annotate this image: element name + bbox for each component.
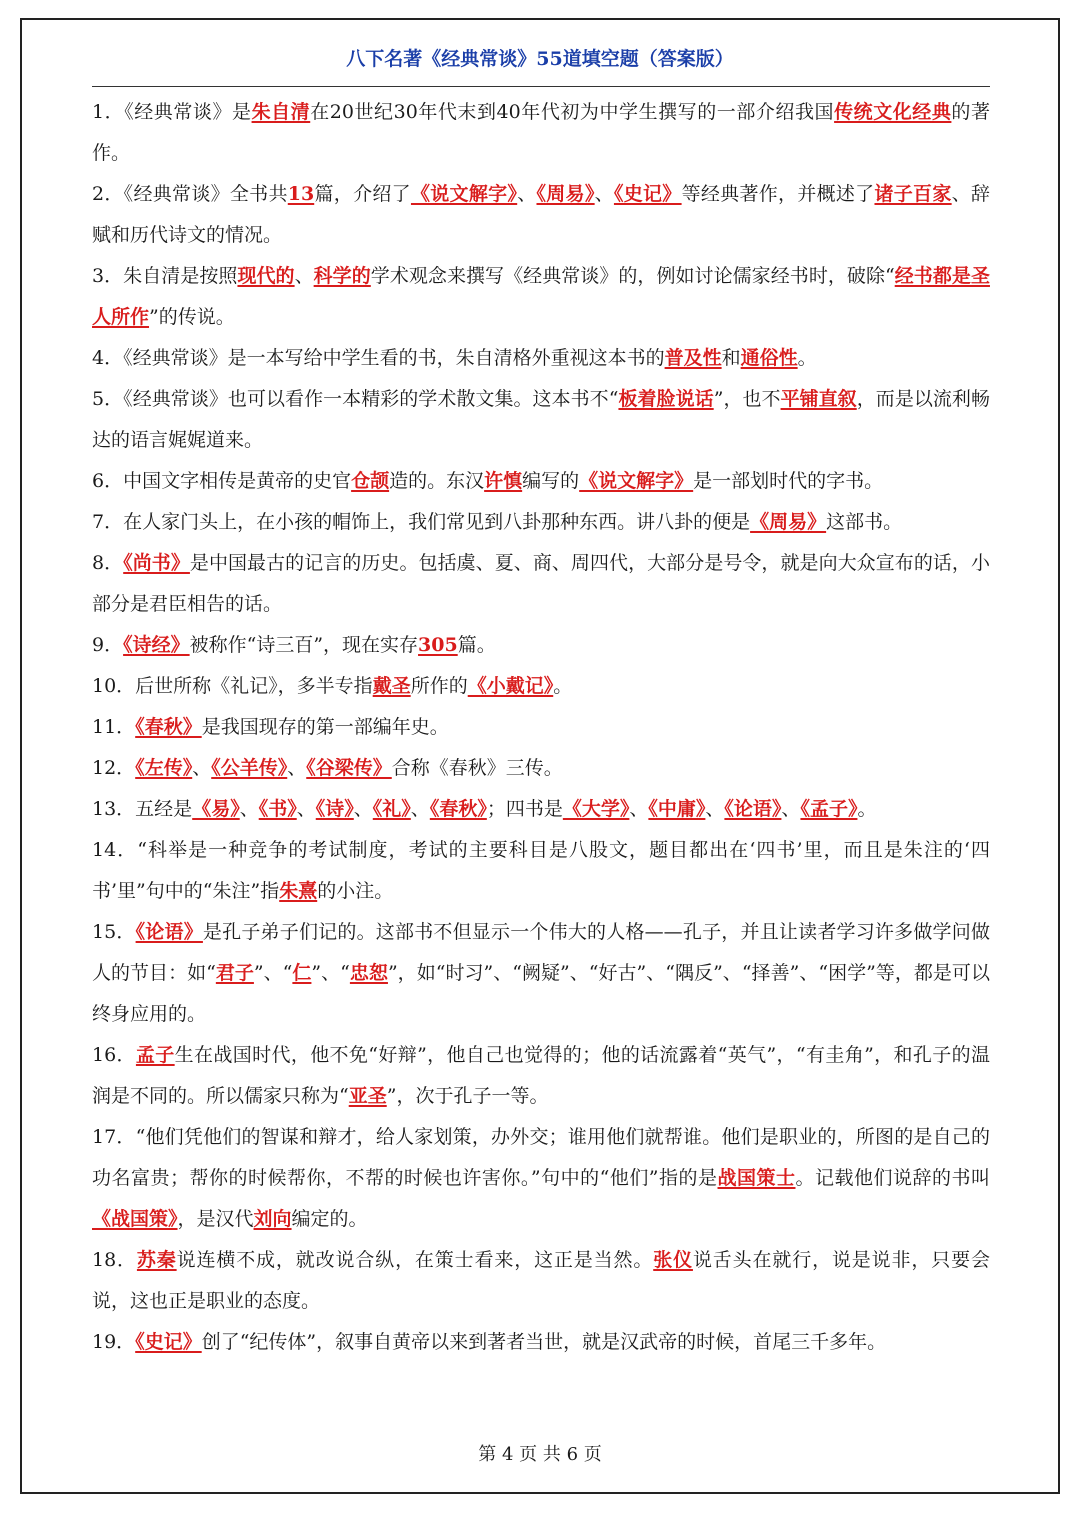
answer-text: 战国策士: [717, 1167, 796, 1189]
question-text: 12．: [92, 757, 136, 779]
title-divider: [92, 86, 990, 87]
question-text: 的小注。: [317, 880, 394, 902]
answer-text: 通俗性: [740, 347, 798, 369]
question-text: 1．《经典常谈》是: [92, 101, 252, 123]
answer-text: 经书都是圣人所作: [92, 265, 990, 328]
answer-text: 13: [287, 183, 315, 205]
answer-text: 《论语》: [724, 798, 782, 820]
answer-text: 张仪: [653, 1249, 693, 1271]
answer-text: 《周易》: [536, 183, 595, 205]
question-text: 、: [239, 798, 259, 820]
question-item: [92, 543, 990, 625]
question-text: 11．: [92, 716, 136, 738]
answer-text: 《礼》: [372, 798, 411, 820]
answer-text: 忠恕: [349, 962, 388, 984]
question-item: [92, 1035, 990, 1117]
question-text: ，是汉代: [177, 1208, 254, 1230]
question-text: 、: [287, 757, 307, 779]
question-text: 19．: [92, 1331, 136, 1353]
question-text: 18．: [92, 1249, 137, 1271]
question-text: ”，如“时习”、“阙疑”、“好古”、“隅反”、“择善”、“困学”等，都是可以终身应用的。: [92, 962, 990, 1025]
question-text: 所作的: [410, 675, 468, 697]
question-text: 这部书。: [826, 511, 903, 533]
question-text: ，而是以流利畅达的语言娓娓道来。: [92, 388, 990, 451]
question-text: 、: [294, 265, 314, 287]
question-item: [92, 666, 990, 707]
question-text: 篇，介绍了: [314, 183, 411, 205]
question-text: ”的传说。: [149, 306, 235, 328]
answer-text: 《说文解字》: [410, 183, 518, 205]
question-text: 6．中国文字相传是黄帝的史官: [92, 470, 352, 492]
answer-text: 现代的: [237, 265, 295, 287]
question-item: [92, 1117, 990, 1240]
question-text: 8．: [92, 552, 124, 574]
question-item: [92, 174, 990, 256]
question-text: 被称作“诗三百”，现在实存: [189, 634, 419, 656]
question-item: [92, 1322, 990, 1363]
question-item: [92, 748, 990, 789]
page-footer: 第 4 页 共 6 页: [478, 1444, 602, 1465]
question-item: [92, 707, 990, 748]
question-text: 。: [797, 347, 817, 369]
answer-text: 苏秦: [136, 1249, 177, 1271]
question-text: 14．“科举是一种竞争的考试制度，考试的主要科目是八股文，题目都出在‘四书’里，而且是朱注的‘四书’里”句中的“朱注”指: [92, 839, 990, 902]
question-item: [92, 338, 990, 379]
answer-text: 《公羊传》: [211, 757, 288, 779]
question-text: 、: [192, 757, 212, 779]
question-text: 学术观念来撰写《经典常谈》的，例如讨论儒家经书时，破除“: [370, 265, 895, 287]
question-text: 3．朱自清是按照: [92, 265, 238, 287]
question-item: [92, 830, 990, 912]
answer-text: 《小戴记》: [467, 675, 554, 697]
question-text: ”，次于孔子一等。: [386, 1085, 549, 1107]
answer-text: 普及性: [664, 347, 722, 369]
answer-text: 《周易》: [750, 511, 827, 533]
question-text: 合称《春秋》三传。: [391, 757, 563, 779]
question-text: 16．: [92, 1044, 136, 1066]
question-text: 2．《经典常谈》全书共: [92, 183, 288, 205]
answer-text: 平铺直叙: [780, 388, 857, 410]
question-text: ”，也不: [713, 388, 781, 410]
question-item: [92, 379, 990, 461]
answer-text: 许慎: [484, 470, 523, 492]
answer-text: 亚圣: [348, 1085, 387, 1107]
answer-text: 《大学》: [562, 798, 630, 820]
page-title: 八下名著《经典常谈》55道填空题（答案版）: [346, 48, 734, 70]
answer-text: 《谷梁传》: [306, 757, 392, 779]
question-text: 说舌头在就行，说是说非，只要会说，这也正是职业的态度。: [92, 1249, 990, 1312]
answer-text: 《书》: [258, 798, 297, 820]
answer-text: 戴圣: [372, 675, 411, 697]
answer-text: 刘向: [253, 1208, 292, 1230]
question-text: 、: [629, 798, 649, 820]
question-text: 5．《经典常谈》也可以看作一本精彩的学术散文集。这本书不“: [92, 388, 619, 410]
question-item: [92, 912, 990, 1035]
question-text: 、: [705, 798, 725, 820]
question-text: 和: [721, 347, 741, 369]
question-text: 、: [781, 798, 801, 820]
question-text: 、辞赋和历代诗文的情况。: [92, 183, 990, 246]
question-item: [92, 256, 990, 338]
answer-text: 传统文化经典: [834, 101, 952, 123]
answer-text: 君子: [215, 962, 254, 984]
question-text: 7．在人家门头上，在小孩的帽饰上，我们常见到八卦那种东西。讲八卦的便是: [92, 511, 751, 533]
question-text: 、: [296, 798, 316, 820]
question-text: 17．“他们凭他们的智谋和辩才，给人家划策，办外交；谁用他们就帮谁。他们是职业的，所图的是自己的功名富贵；帮你的时候帮你，不帮的时候也许害你。”句中的“他们”指的是: [92, 1126, 990, 1189]
question-list: [92, 92, 990, 1363]
question-text: 10．后世所称《礼记》，多半专指: [92, 675, 373, 697]
answer-text: 《说文解字》: [579, 470, 694, 492]
answer-text: 《史记》: [613, 183, 682, 205]
question-item: [92, 625, 990, 666]
question-text: 是孔子弟子们记的。这部书不但显示一个伟大的人格——孔子，并且让读者学习许多做学问做人的节目：如“: [92, 921, 990, 984]
question-text: 15．: [92, 921, 136, 943]
question-text: 9．: [92, 634, 124, 656]
answer-text: 《春秋》: [135, 716, 202, 738]
question-text: 13．五经是: [92, 798, 193, 820]
answer-text: 《史记》: [135, 1331, 202, 1353]
question-text: 说连横不成，就改说合纵，在策士看来，这正是当然。: [176, 1249, 654, 1271]
answer-text: 朱熹: [279, 880, 318, 902]
answer-text: 《尚书》: [123, 552, 190, 574]
answer-text: 《中庸》: [648, 798, 706, 820]
answer-text: 《诗》: [315, 798, 354, 820]
question-text: 是中国最古的记言的历史。包括虞、夏、商、周四代，大部分是号令，就是向大众宣布的话，小部分是君臣相告的话。: [92, 552, 990, 615]
question-text: 编定的。: [291, 1208, 368, 1230]
answer-text: 《战国策》: [92, 1208, 178, 1230]
question-text: 、: [594, 183, 614, 205]
answer-text: 《左传》: [135, 757, 193, 779]
question-text: 生在战国时代，他不免“好辩”，他自己也觉得的；他的话流露着“英气”，“有圭角”，和孔子的温润是不同的。所以儒家只称为“: [92, 1044, 990, 1107]
question-item: [92, 789, 990, 830]
question-text: 。记载他们说辞的书叫: [795, 1167, 990, 1189]
question-text: 、: [517, 183, 537, 205]
question-text: 编写的: [522, 470, 580, 492]
question-text: 是一部划时代的字书。: [693, 470, 884, 492]
answer-text: 《孟子》: [800, 798, 858, 820]
answer-text: 科学的: [313, 265, 371, 287]
question-item: [92, 461, 990, 502]
answer-text: 孟子: [135, 1044, 175, 1066]
question-text: 、: [410, 798, 430, 820]
answer-text: 朱自清: [251, 101, 311, 123]
answer-text: 诸子百家: [874, 183, 952, 205]
question-text: 等经典著作，并概述了: [681, 183, 875, 205]
question-text: ”、“: [253, 962, 293, 984]
question-text: 4．《经典常谈》是一本写给中学生看的书，朱自清格外重视这本书的: [92, 347, 665, 369]
question-item: [92, 1240, 990, 1322]
question-text: 、: [353, 798, 373, 820]
question-text: ；四书是: [486, 798, 563, 820]
question-text: 。: [857, 798, 877, 820]
answer-text: 板着脸说话: [618, 388, 714, 410]
question-item: [92, 502, 990, 543]
question-text: ”、“: [311, 962, 350, 984]
answer-text: 《诗经》: [123, 634, 190, 656]
answer-text: 《易》: [192, 798, 240, 820]
answer-text: 仓颉: [351, 470, 390, 492]
question-text: 篇。: [457, 634, 496, 656]
answer-text: 《论语》: [135, 921, 203, 943]
question-text: 是我国现存的第一部编年史。: [201, 716, 449, 738]
question-item: [92, 92, 990, 174]
answer-text: 《春秋》: [429, 798, 487, 820]
question-text: 。: [553, 675, 573, 697]
answer-text: 305: [418, 634, 458, 656]
answer-text: 仁: [292, 962, 312, 984]
question-text: 的著作。: [92, 101, 990, 164]
question-text: 造的。东汉: [389, 470, 485, 492]
question-text: 在20世纪30年代末到40年代初为中学生撰写的一部介绍我国: [310, 101, 835, 123]
question-text: 创了“纪传体”，叙事自黄帝以来到著者当世，就是汉武帝的时候，首尾三千多年。: [201, 1331, 887, 1353]
